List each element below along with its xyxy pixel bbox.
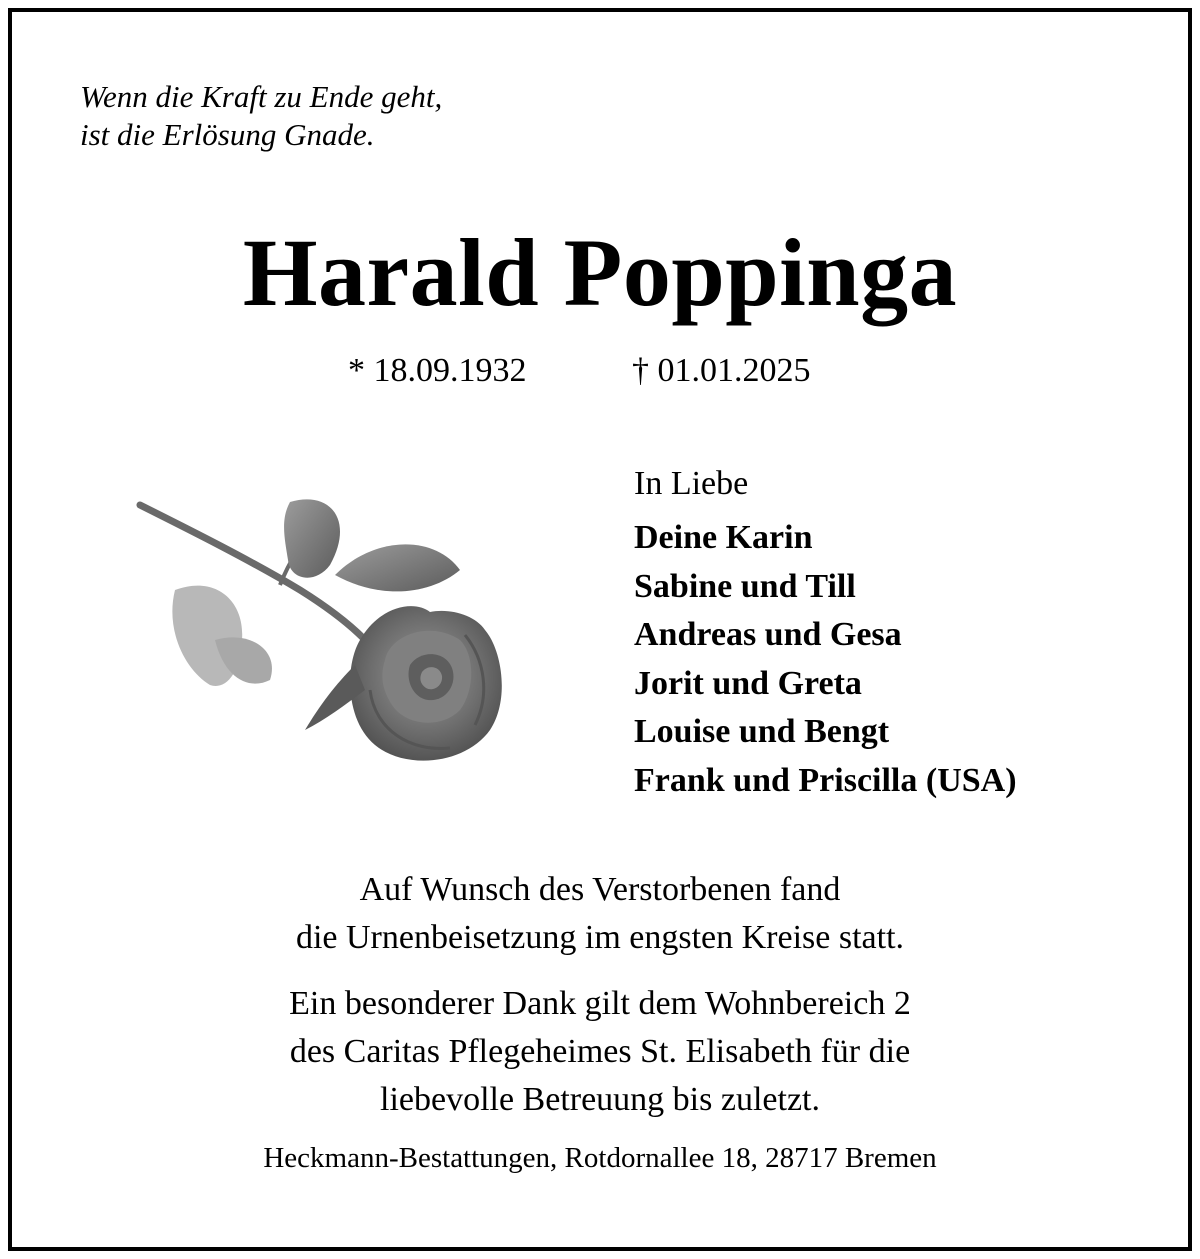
death-date: † 01.01.2025 [632,352,811,389]
mourner-name: Sabine und Till [634,567,856,605]
mourners-block [634,462,1017,805]
mourner-name: Louise und Bengt [634,713,890,750]
birth-date: * 18.09.1932 [348,352,527,389]
thanks-paragraph [0,980,1200,1124]
motto [80,78,442,154]
rose-image [130,490,530,780]
burial-notice [0,866,1200,962]
thanks-line: liebevolle Betreuung bis zuletzt. [380,1081,820,1118]
rose-stem [140,505,385,665]
rose-leaf [335,544,460,591]
rose-leaf [284,499,340,577]
mourner-name: Andreas und Gesa [634,616,902,653]
burial-notice-line: die Urnenbeisetzung im engsten Kreise statt. [295,919,905,956]
motto-line: Wenn die Kraft zu Ende geht, [80,79,443,114]
mourners-intro: In Liebe [634,465,749,502]
mourner-name: Deine Karin [634,519,813,556]
mourner-name: Frank und Priscilla (USA) [634,761,1017,799]
burial-notice-line: Auf Wunsch des Verstorbenen fand [359,871,841,908]
thanks-line: Ein besonderer Dank gilt dem Wohnbereich 2 [289,985,911,1022]
funeral-home-footer: Heckmann-Bestattungen, Rotdornallee 18, 28717 Bremen [263,1142,937,1174]
mourner-name: Jorit und Greta [634,664,862,702]
thanks-line: des Caritas Pflegeheimes St. Elisabeth für die [289,1033,911,1070]
motto-line: ist die Erlösung Gnade. [80,117,375,152]
deceased-name: Harald Poppinga [242,219,958,326]
